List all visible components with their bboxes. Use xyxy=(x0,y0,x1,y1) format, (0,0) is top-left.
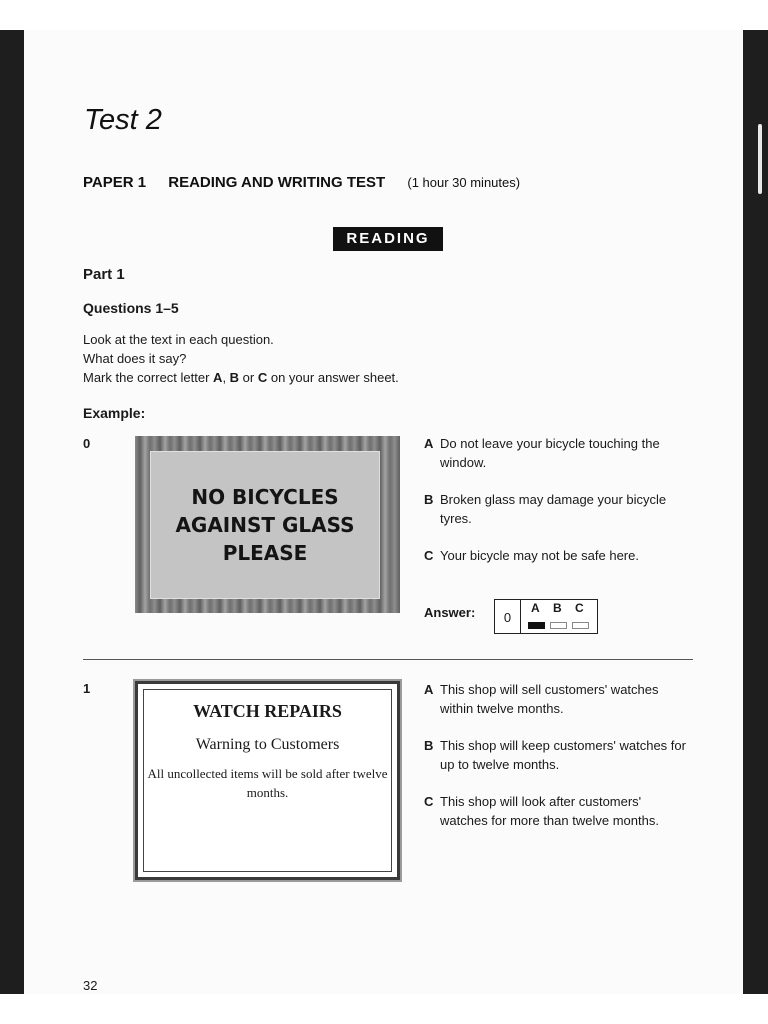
option-letter: C xyxy=(424,794,434,809)
option-text: Do not leave your bicycle touching the window. xyxy=(440,436,660,470)
option-letter: C xyxy=(424,548,434,563)
answer-letter-a: A xyxy=(531,601,540,615)
top-margin xyxy=(0,0,768,30)
letter-a: A xyxy=(213,370,223,385)
paper-duration: (1 hour 30 minutes) xyxy=(407,175,521,190)
option-text: This shop will sell customers' watches within twelve months. xyxy=(440,682,659,716)
option-letter: B xyxy=(424,492,434,507)
bicycle-sign xyxy=(150,451,380,599)
instruction-line: What does it say? xyxy=(83,351,187,366)
sign-line: PLEASE xyxy=(222,541,308,565)
answer-number: 0 xyxy=(495,600,521,633)
answer-mark-a[interactable] xyxy=(528,622,545,629)
section-divider xyxy=(83,659,693,660)
example-options xyxy=(424,434,690,583)
paper-header xyxy=(83,174,520,191)
right-viewer-edge xyxy=(743,30,768,994)
instruction-text: , xyxy=(222,370,230,385)
option-text: Broken glass may damage your bicycle tyres. xyxy=(440,492,667,526)
sign-line: NO BICYCLES xyxy=(191,485,339,509)
option-text: This shop will look after customers' watches for more than twelve months. xyxy=(440,794,659,828)
part-title: Part 1 xyxy=(83,266,125,283)
answer-mark-b[interactable] xyxy=(550,622,567,629)
option-a xyxy=(424,680,690,718)
left-viewer-edge xyxy=(0,30,24,994)
questions-heading: Questions 1–5 xyxy=(83,300,179,316)
answer-box xyxy=(494,599,598,634)
instructions xyxy=(83,330,399,387)
example-number: 0 xyxy=(83,436,91,451)
instruction-line xyxy=(83,368,399,387)
example-label: Example: xyxy=(83,405,146,421)
option-c xyxy=(424,792,690,830)
watch-sign-inner xyxy=(143,689,392,872)
bottom-margin xyxy=(0,994,768,1024)
letter-c: C xyxy=(257,370,268,385)
answer-label: Answer: xyxy=(424,605,476,620)
option-letter: A xyxy=(424,682,434,697)
sign-line: AGAINST GLASS xyxy=(175,513,355,537)
paper-title: READING AND WRITING TEST xyxy=(168,174,386,191)
letter-b: B xyxy=(229,370,240,385)
watch-sign-subtitle: Warning to Customers xyxy=(195,736,340,753)
option-letter: B xyxy=(424,738,434,753)
option-text: Your bicycle may not be safe here. xyxy=(440,548,639,563)
question-number: 1 xyxy=(83,681,91,696)
answer-letter-c: C xyxy=(575,601,584,615)
option-text: This shop will keep customers' watches for up to twelve months. xyxy=(440,738,686,772)
page-number: 32 xyxy=(83,978,98,993)
option-c xyxy=(424,546,690,565)
instruction-text: Mark the correct letter xyxy=(83,370,214,385)
watch-repairs-sign xyxy=(135,681,400,880)
option-b xyxy=(424,736,690,774)
question-1-options xyxy=(424,680,690,848)
instruction-text: on your answer sheet. xyxy=(267,370,399,385)
section-banner: READING xyxy=(333,227,443,251)
option-b xyxy=(424,490,690,528)
option-a xyxy=(424,434,690,472)
answer-mark-c[interactable] xyxy=(572,622,589,629)
option-letter: A xyxy=(424,436,434,451)
watch-sign-title: WATCH REPAIRS xyxy=(193,701,342,721)
instruction-text: or xyxy=(239,370,258,385)
instruction-line: Look at the text in each question. xyxy=(83,332,274,347)
bicycle-sign-photo xyxy=(135,436,400,613)
watch-sign-body: All uncollected items will be sold after twelve months. xyxy=(147,766,388,800)
test-title: Test 2 xyxy=(84,104,162,136)
answer-letter-b: B xyxy=(553,601,562,615)
scrollbar-thumb[interactable] xyxy=(758,124,762,194)
paper-label: PAPER 1 xyxy=(83,174,147,191)
